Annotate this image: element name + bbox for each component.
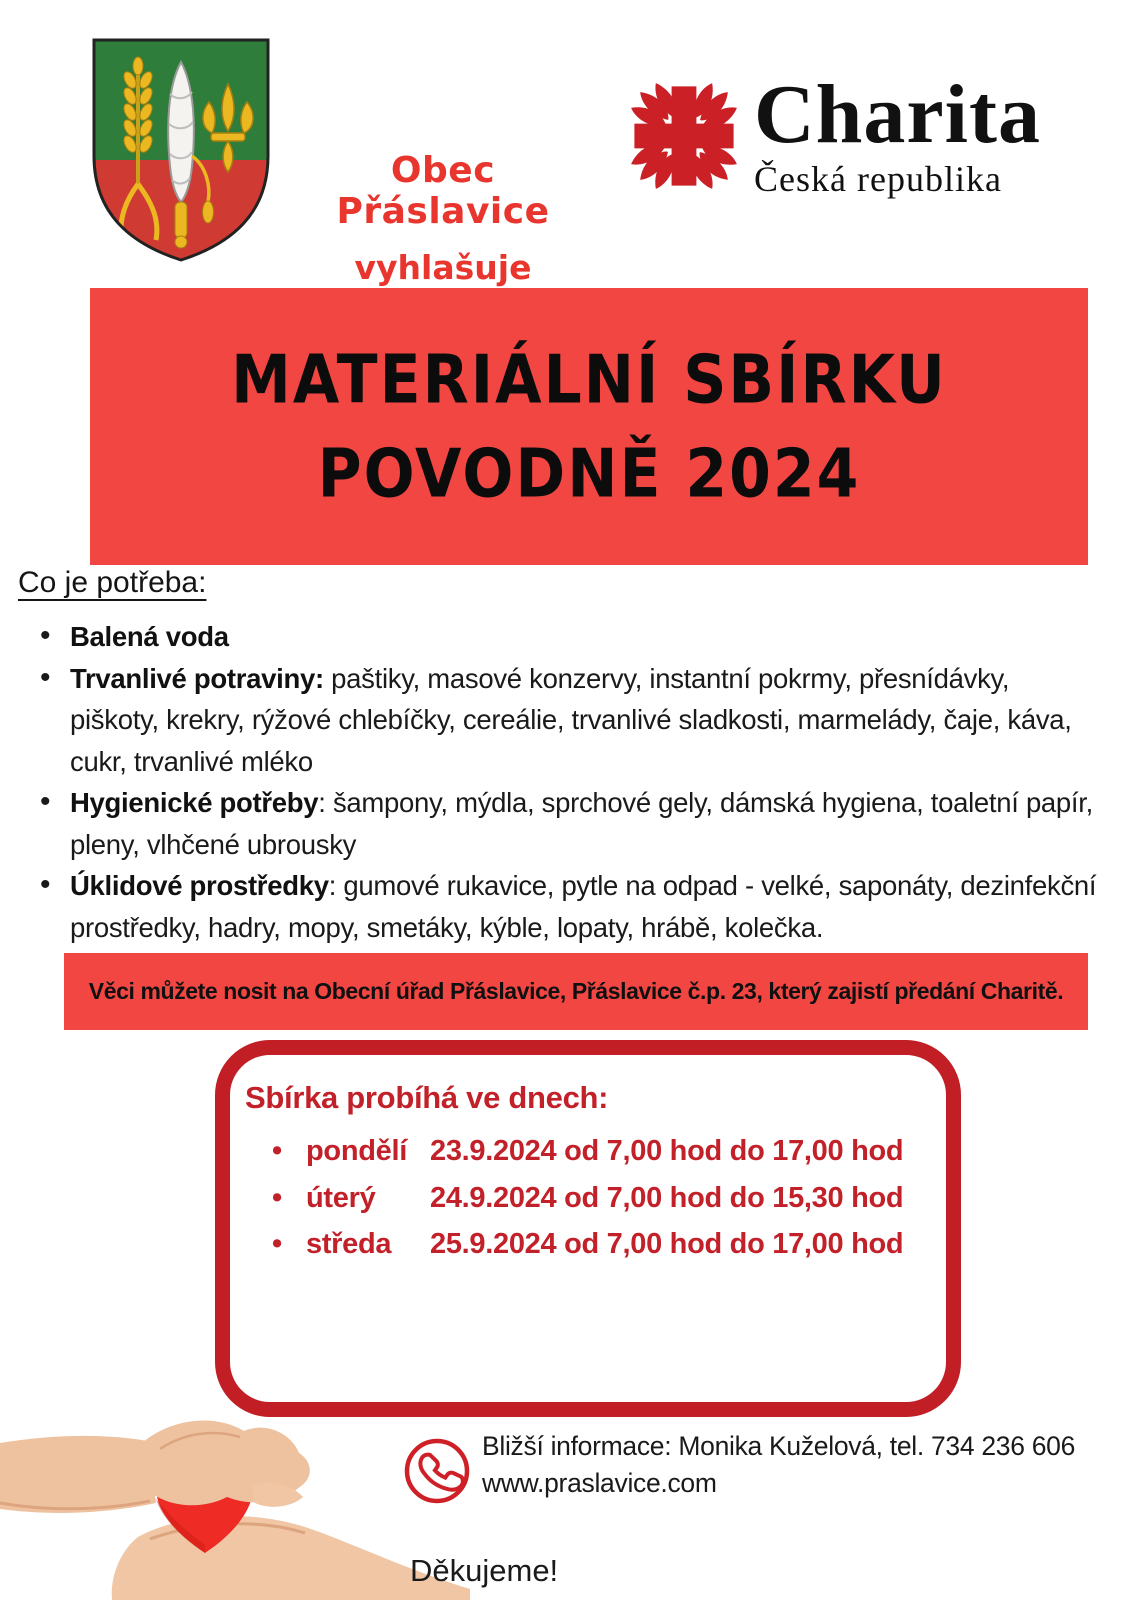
org-name: Obec Přáslavice: [336, 150, 550, 232]
list-item: [40, 658, 1102, 783]
day-name: pondělí: [306, 1135, 408, 1167]
item-title: Balená voda: [70, 621, 229, 652]
schedule-day-row: [272, 1221, 936, 1268]
org-announcement: [278, 150, 608, 287]
charita-logo: [622, 68, 1092, 202]
title-line-1: MATERIÁLNÍ SBÍRKU: [231, 340, 947, 419]
title-line-2: POVODNĚ 2024: [317, 434, 861, 513]
schedule-box: [215, 1040, 961, 1417]
day-time: 23.9.2024 od 7,00 hod do 17,00 hod: [430, 1135, 904, 1167]
charita-subtitle: Česká republika: [754, 158, 1002, 199]
dropoff-notice: Věci můžete nosit na Obecní úřad Přáslavice, Přáslavice č.p. 23, který zajistí předání Charitě.: [64, 953, 1088, 1030]
thanks-text: Děkujeme!: [410, 1553, 559, 1588]
municipal-coat-of-arms-icon: [88, 34, 274, 266]
item-detail: paštiky, masové konzervy, instantní pokrmy, přesnídávky, piškoty, krekry, rýžové chlebíčky, cereálie, trvanlivé sladkosti, marmelády, čaje, káva, cukr, trvanlivé mléko: [70, 662, 1072, 777]
list-item: [40, 865, 1102, 948]
website-link[interactable]: www.praslavice.com: [482, 1468, 717, 1498]
list-item: [40, 782, 1102, 865]
list-item: [40, 616, 1102, 658]
schedule-items: [272, 1128, 936, 1268]
charita-wordmark: [754, 68, 1041, 200]
title-banner: [90, 288, 1088, 565]
item-title: Trvanlivé potraviny:: [70, 662, 324, 694]
needs-heading: Co je potřeba:: [18, 566, 207, 599]
item-title: Úklidové prostředky: [70, 870, 329, 901]
phone-icon: [402, 1436, 472, 1506]
schedule-day-row: [272, 1128, 936, 1175]
hands-heart-image: [0, 1385, 470, 1600]
charita-flame-cross-icon: [622, 74, 746, 198]
item-title: Hygienické potřeby: [70, 787, 319, 818]
item-detail: : gumové rukavice, pytle na odpad - velké, saponáty, dezinfekční prostředky, hadry, mopy, smetáky, kýble, lopaty, hrábě, kolečka.: [70, 870, 1097, 943]
day-time: 24.9.2024 od 7,00 hod do 15,30 hod: [430, 1181, 904, 1214]
day-name: středa: [306, 1228, 392, 1260]
contact-block: [482, 1428, 1075, 1502]
needs-list: [40, 616, 1102, 948]
item-detail: : šampony, mýdla, sprchové gely, dámská hygiena, toaletní papír, pleny, vlhčené ubrousky: [70, 787, 1093, 860]
schedule-content: [230, 1055, 946, 1268]
day-name: úterý: [306, 1181, 376, 1214]
contact-line: Bližší informace: Monika Kuželová, tel. 734 236 606: [482, 1431, 1076, 1461]
schedule-heading: Sbírka probíhá ve dnech:: [245, 1080, 609, 1115]
charita-name: Charita: [754, 68, 1041, 161]
org-verb: vyhlašuje: [354, 248, 532, 287]
day-time: 25.9.2024 od 7,00 hod do 17,00 hod: [430, 1228, 904, 1260]
schedule-day-row: [272, 1175, 936, 1222]
